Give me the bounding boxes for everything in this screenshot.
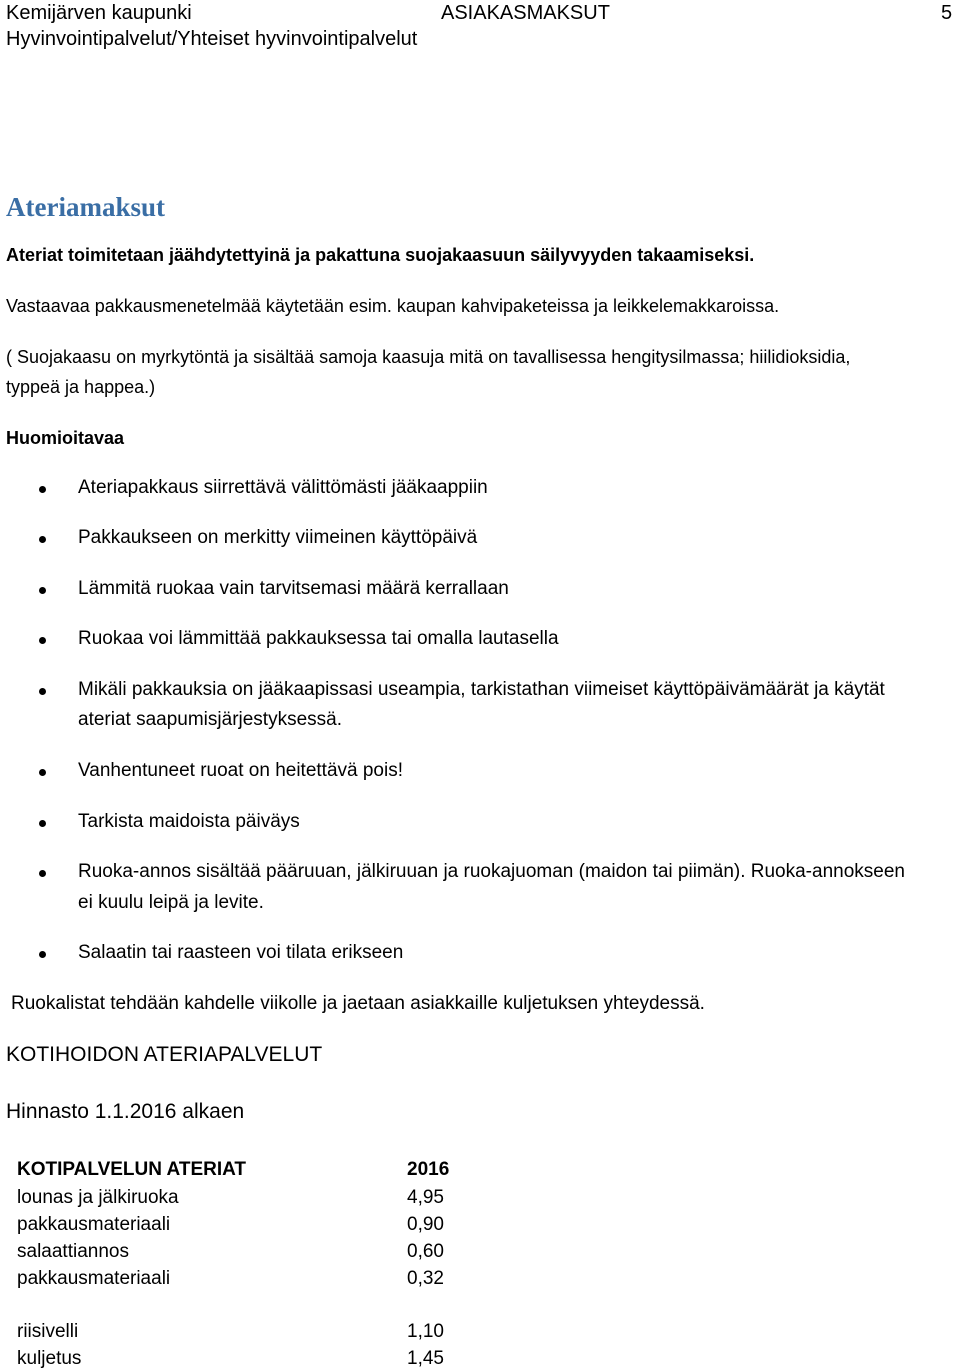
list-item: Lämmitä ruokaa vain tarvitsemasi määrä kerrallaan [78,578,509,599]
price-list-heading: Hinnasto 1.1.2016 alkaen [6,1100,245,1123]
list-item: Mikäli pakkauksia on jääkaapissasi useampia, tarkistathan viimeiset käyttöpäivämäärät ja käytät [78,679,885,700]
header-doc-title: ASIAKASMAKSUT [441,2,610,24]
para-2-line-1: ( Suojakaasu on myrkytöntä ja sisältää samoja kaasuja mitä on tavallisessa hengitysilmassa; hiilidioksidia, [6,347,851,367]
bullet-icon [39,637,46,644]
list-item: Pakkaukseen on merkitty viimeinen käyttöpäivä [78,527,478,548]
header-page-number: 5 [941,2,953,24]
table-row-label: kuljetus [17,1348,82,1369]
table-row-value: 1,10 [407,1321,444,1342]
table-row-value: 0,32 [407,1268,444,1289]
table-row-label: salaattiannos [17,1241,129,1262]
list-item-continuation: ei kuulu leipä ja levite. [78,892,264,913]
bullet-icon [39,951,46,958]
bullet-icon [39,688,46,695]
bullet-icon [39,587,46,594]
section-title: Ateriamaksut [6,192,165,222]
list-item: Ateriapakkaus siirrettävä välittömästi jääkaappiin [78,477,488,498]
bullet-icon [39,486,46,493]
header-dept: Hyvinvointipalvelut/Yhteiset hyvinvointipalvelut [6,28,418,50]
table-row-value: 1,45 [407,1348,444,1369]
list-item: Ruokaa voi lämmittää pakkauksessa tai omalla lautasella [78,628,559,649]
table-row-value: 0,60 [407,1241,444,1262]
bullet-icon [39,769,46,776]
table-row-label: pakkausmateriaali [17,1268,171,1289]
header-org: Kemijärven kaupunki [6,2,192,24]
table-header-year: 2016 [407,1159,450,1180]
para-2-line-2: typpeä ja happea.) [6,377,156,397]
kotihoito-heading: KOTIHOIDON ATERIAPALVELUT [6,1043,323,1066]
table-row-value: 0,90 [407,1214,444,1235]
table-row-label: riisivelli [17,1321,79,1342]
bullet-icon [39,820,46,827]
bullet-icon [39,870,46,877]
notice-heading: Huomioitavaa [6,428,125,448]
bullet-icon [39,536,46,543]
para-1: Vastaavaa pakkausmenetelmää käytetään esim. kaupan kahvipaketeissa ja leikkelemakkaroissa. [6,296,780,316]
table-row-value: 4,95 [407,1187,444,1208]
menus-note: Ruokalistat tehdään kahdelle viikolle ja jaetaan asiakkaille kuljetuksen yhteydessä. [11,993,705,1014]
table-row-label: pakkausmateriaali [17,1214,171,1235]
table-header-label: KOTIPALVELUN ATERIAT [17,1159,247,1180]
list-item: Tarkista maidoista päiväys [78,811,300,832]
table-row-label: lounas ja jälkiruoka [17,1187,179,1208]
list-item: Ruoka-annos sisältää pääruuan, jälkiruuan ja ruokajuoman (maidon tai piimän). Ruoka-annokseen [78,861,905,882]
list-item-continuation: ateriat saapumisjärjestyksessä. [78,709,342,730]
list-item: Vanhentuneet ruoat on heitettävä pois! [78,760,404,781]
list-item: Salaatin tai raasteen voi tilata erikseen [78,942,404,963]
intro-bold: Ateriat toimitetaan jäähdytettyinä ja pakattuna suojakaasuun säilyvyyden takaamiseksi. [6,245,755,265]
